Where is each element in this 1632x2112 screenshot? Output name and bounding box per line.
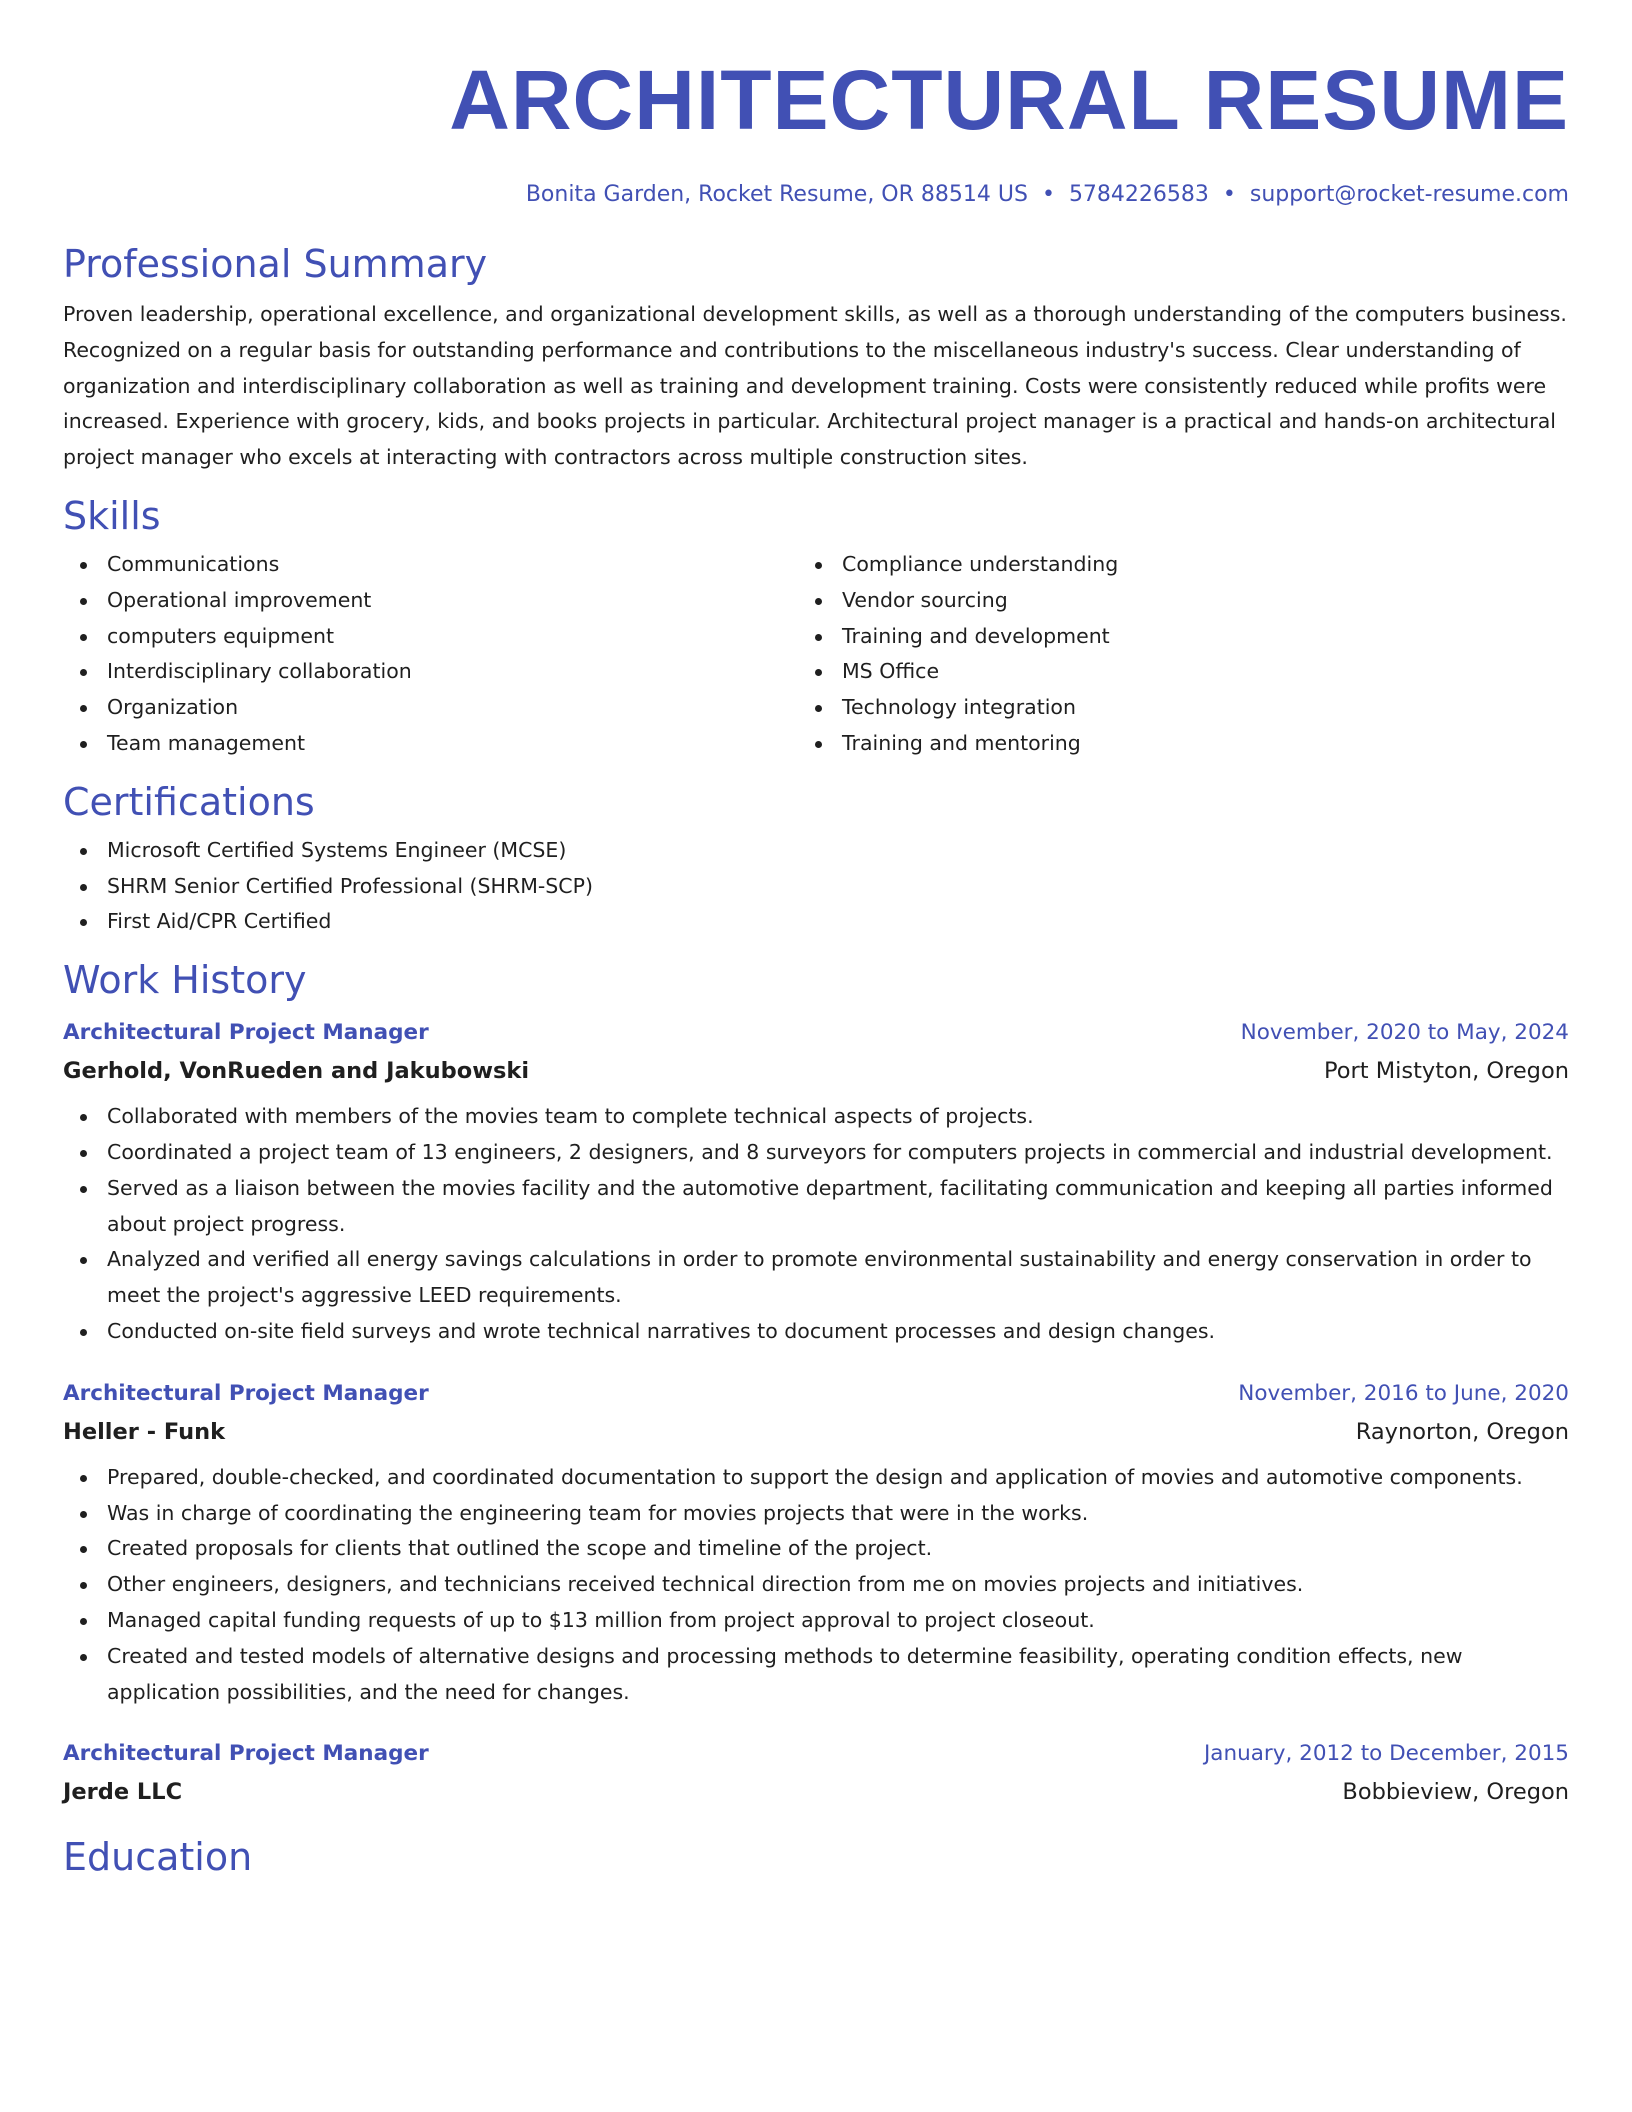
job-bullet: Served as a liaison between the movies facility and the automotive department, facilitating communication and keeping all parties informed about project progress. (63, 1171, 1569, 1243)
skill-item: computers equipment (63, 619, 798, 655)
job-dates: November, 2020 to May, 2024 (1240, 1020, 1569, 1046)
job-bullets (63, 1460, 1569, 1711)
job-header (63, 1736, 1569, 1772)
summary-text: Proven leadership, operational excellence, and organizational development skills, as well as a thorough understanding of the computers business. Recognized on a regular basis for outstanding performance and contributions to the miscellaneous industry's success. Clear understanding of organization and interdisciplinary collaboration as well as training and development training. Costs were consistently reduced while profits were increased. Experience with grocery, kids, and books projects in particular. Architectural project manager is a practical and hands-on architectural project manager who excels at interacting with contractors across multiple construction sites. (63, 302, 1567, 470)
job-company: Heller - Funk (63, 1418, 226, 1445)
job-location: Bobbieview, Oregon (1342, 1779, 1569, 1806)
job-bullet: Conducted on-site field surveys and wrote technical narratives to document processes and design changes. (63, 1314, 1569, 1350)
skill-item: Organization (63, 690, 798, 726)
skill-item: Operational improvement (63, 583, 798, 619)
summary-heading: Professional Summary (63, 242, 488, 286)
resume-title: ARCHITECTURAL RESUME (449, 53, 1569, 147)
job-subheader (63, 1412, 1569, 1452)
job-title: Architectural Project Manager (63, 1380, 429, 1406)
contact-separator: • (1222, 182, 1236, 207)
job-dates: November, 2016 to June, 2020 (1238, 1380, 1569, 1406)
skill-item: Training and development (798, 619, 1533, 655)
certifications-list (63, 833, 1569, 940)
job-location: Port Mistyton, Oregon (1323, 1058, 1569, 1085)
education-section (63, 1834, 1569, 1880)
job-header (63, 1376, 1569, 1412)
skill-item: Training and mentoring (798, 726, 1533, 762)
certification-item: SHRM Senior Certified Professional (SHRM-SCP) (63, 869, 1569, 905)
job-entry (63, 1015, 1569, 1350)
job-title: Architectural Project Manager (63, 1741, 429, 1767)
certifications-heading: Certifications (63, 779, 315, 824)
skill-item: Team management (63, 726, 798, 762)
job-company: Gerhold, VonRueden and Jakubowski (63, 1058, 530, 1085)
job-bullet: Was in charge of coordinating the engineering team for movies projects that were in the works. (63, 1496, 1569, 1532)
job-company: Jerde LLC (63, 1779, 183, 1806)
job-bullets (63, 1099, 1569, 1350)
skill-item: Compliance understanding (798, 547, 1533, 583)
skills-list-left (63, 547, 798, 762)
job-entry (63, 1736, 1569, 1812)
work-history-heading: Work History (63, 958, 307, 1003)
education-heading: Education (63, 1835, 253, 1880)
skill-item: Technology integration (798, 690, 1533, 726)
certifications-section (63, 779, 1569, 940)
job-entry (63, 1376, 1569, 1711)
work-history-section (63, 957, 1569, 1812)
skill-item: MS Office (798, 654, 1533, 690)
contact-line (63, 180, 1569, 210)
contact-address: Bonita Garden, Rocket Resume, OR 88514 US (525, 182, 1028, 207)
contact-email[interactable]: support@rocket-resume.com (1249, 182, 1569, 207)
skill-item: Communications (63, 547, 798, 583)
certification-item: Microsoft Certified Systems Engineer (MCSE) (63, 833, 1569, 869)
contact-separator: • (1041, 182, 1055, 207)
job-header (63, 1015, 1569, 1051)
job-bullet: Other engineers, designers, and technicians received technical direction from me on movies projects and initiatives. (63, 1567, 1569, 1603)
summary-section (63, 241, 1569, 476)
skills-section (63, 493, 1569, 762)
job-bullet: Created and tested models of alternative designs and processing methods to determine feasibility, operating condition effects, new application possibilities, and the need for changes. (63, 1639, 1569, 1711)
contact-phone: 5784226583 (1068, 182, 1209, 207)
job-bullet: Created proposals for clients that outlined the scope and timeline of the project. (63, 1531, 1569, 1567)
skill-item: Interdisciplinary collaboration (63, 654, 798, 690)
skills-columns (63, 547, 1569, 762)
job-subheader (63, 1772, 1569, 1812)
job-dates: January, 2012 to December, 2015 (1203, 1741, 1569, 1767)
job-bullet: Prepared, double-checked, and coordinated documentation to support the design and application of movies and automotive components. (63, 1460, 1569, 1496)
job-location: Raynorton, Oregon (1355, 1418, 1569, 1445)
skills-heading: Skills (63, 493, 161, 538)
job-title: Architectural Project Manager (63, 1020, 429, 1046)
skill-item: Vendor sourcing (798, 583, 1533, 619)
skills-list-right (798, 547, 1533, 762)
job-bullet: Analyzed and verified all energy savings calculations in order to promote environmental sustainability and energy conservation in order to meet the project's aggressive LEED requirements. (63, 1242, 1569, 1314)
job-subheader (63, 1051, 1569, 1091)
job-bullet: Coordinated a project team of 13 engineers, 2 designers, and 8 surveyors for computers projects in commercial and industrial development. (63, 1135, 1569, 1171)
job-bullet: Managed capital funding requests of up to $13 million from project approval to project closeout. (63, 1603, 1569, 1639)
job-bullet: Collaborated with members of the movies team to complete technical aspects of projects. (63, 1099, 1569, 1135)
certification-item: First Aid/CPR Certified (63, 904, 1569, 940)
